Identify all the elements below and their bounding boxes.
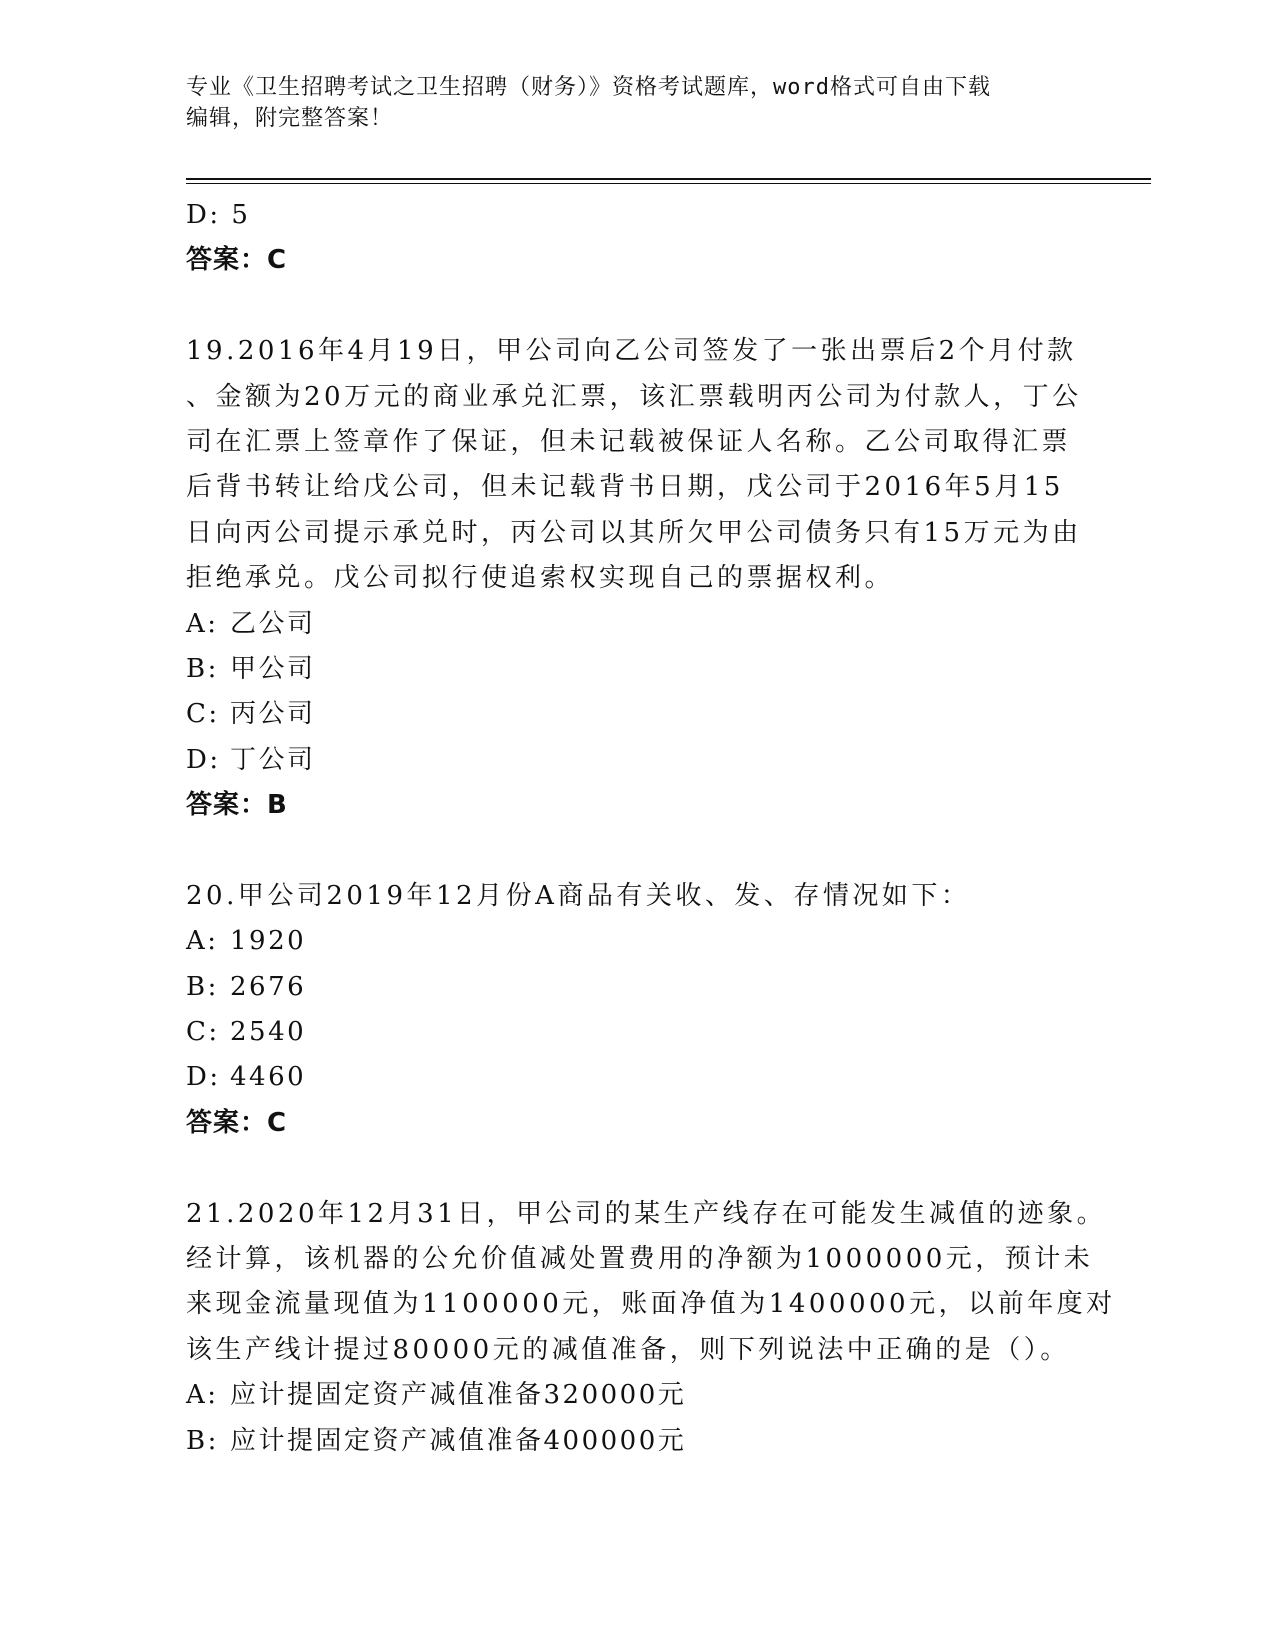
option-text: 应计提固定资产减值准备400000元 [230,1425,687,1456]
question-19-answer: 答案：B [186,790,288,821]
option-text: 甲公司 [230,653,316,684]
prev-option-d: D: 5 [186,200,251,230]
option-d [186,738,1086,783]
question-19-line: 日向丙公司提示承兑时，丙公司以其所欠甲公司债务只有15万元为由 [186,517,1082,548]
question-19-line: 司在汇票上签章作了保证，但未记载被保证人名称。乙公司取得汇票 [186,426,1072,457]
question-19 [186,329,1086,828]
option-label: A: [186,608,219,639]
question-21-line: 来现金流量现值为1100000元，账面净值为1400000元，以前年度对 [186,1289,1116,1320]
question-19-line: 、金额为20万元的商业承兑汇票，该汇票载明丙公司为付款人，丁公 [186,381,1082,412]
option-b [186,647,1086,692]
option-label: C: [186,1017,220,1048]
option-c [186,1010,1086,1055]
question-20 [186,874,1086,1146]
question-19-line: 19.2016年4月19日，甲公司向乙公司签发了一张出票后2个月付款 [186,336,1077,367]
option-label: A: [186,926,219,957]
document-header [186,72,1086,134]
option-text: 2676 [230,971,307,1002]
option-label: B: [186,1425,219,1456]
option-b [186,965,1086,1010]
header-divider-thick [186,178,1151,180]
option-label: D: [186,744,221,775]
option-a [186,1373,1086,1418]
question-21-line: 经计算，该机器的公允价值减处置费用的净额为1000000元，预计未 [186,1243,1094,1274]
spacer [186,284,1086,329]
option-text: 1920 [230,926,307,957]
question-20-line: 20.甲公司2019年12月份A商品有关收、发、存情况如下： [186,880,971,911]
document-body [186,193,1116,1464]
option-a [186,919,1086,964]
option-text: 应计提固定资产减值准备320000元 [230,1380,687,1411]
option-label: D: [186,1062,221,1093]
question-21 [186,1192,1116,1464]
option-a [186,602,1086,647]
option-c [186,692,1086,737]
prev-answer: 答案：C [186,245,288,276]
option-text: 2540 [230,1017,307,1048]
option-b [186,1419,1086,1464]
question-19-line: 拒绝承兑。戊公司拟行使追索权实现自己的票据权利。 [186,563,895,594]
question-19-line: 后背书转让给戊公司，但未记载背书日期，戊公司于2016年5月15 [186,472,1064,503]
option-d [186,1055,1086,1100]
header-line-1: 专业《卫生招聘考试之卫生招聘（财务）》资格考试题库，word格式可自由下载 [186,75,991,100]
spacer [186,828,1086,873]
option-text: 乙公司 [230,608,316,639]
option-label: B: [186,653,219,684]
option-text: 4460 [230,1062,307,1093]
option-label: A: [186,1380,219,1411]
option-text: 丁公司 [230,744,316,775]
option-label: B: [186,971,219,1002]
question-20-answer: 答案：C [186,1107,288,1138]
option-label: C: [186,699,220,730]
option-text: 丙公司 [230,699,316,730]
spacer [186,1146,1086,1191]
header-line-2: 编辑，附完整答案！ [186,106,394,131]
question-21-line: 21.2020年12月31日，甲公司的某生产线存在可能发生减值的迹象。 [186,1198,1107,1229]
header-divider-thin [186,183,1151,184]
question-21-line: 该生产线计提过80000元的减值准备，则下列说法中正确的是（）。 [186,1334,1070,1365]
